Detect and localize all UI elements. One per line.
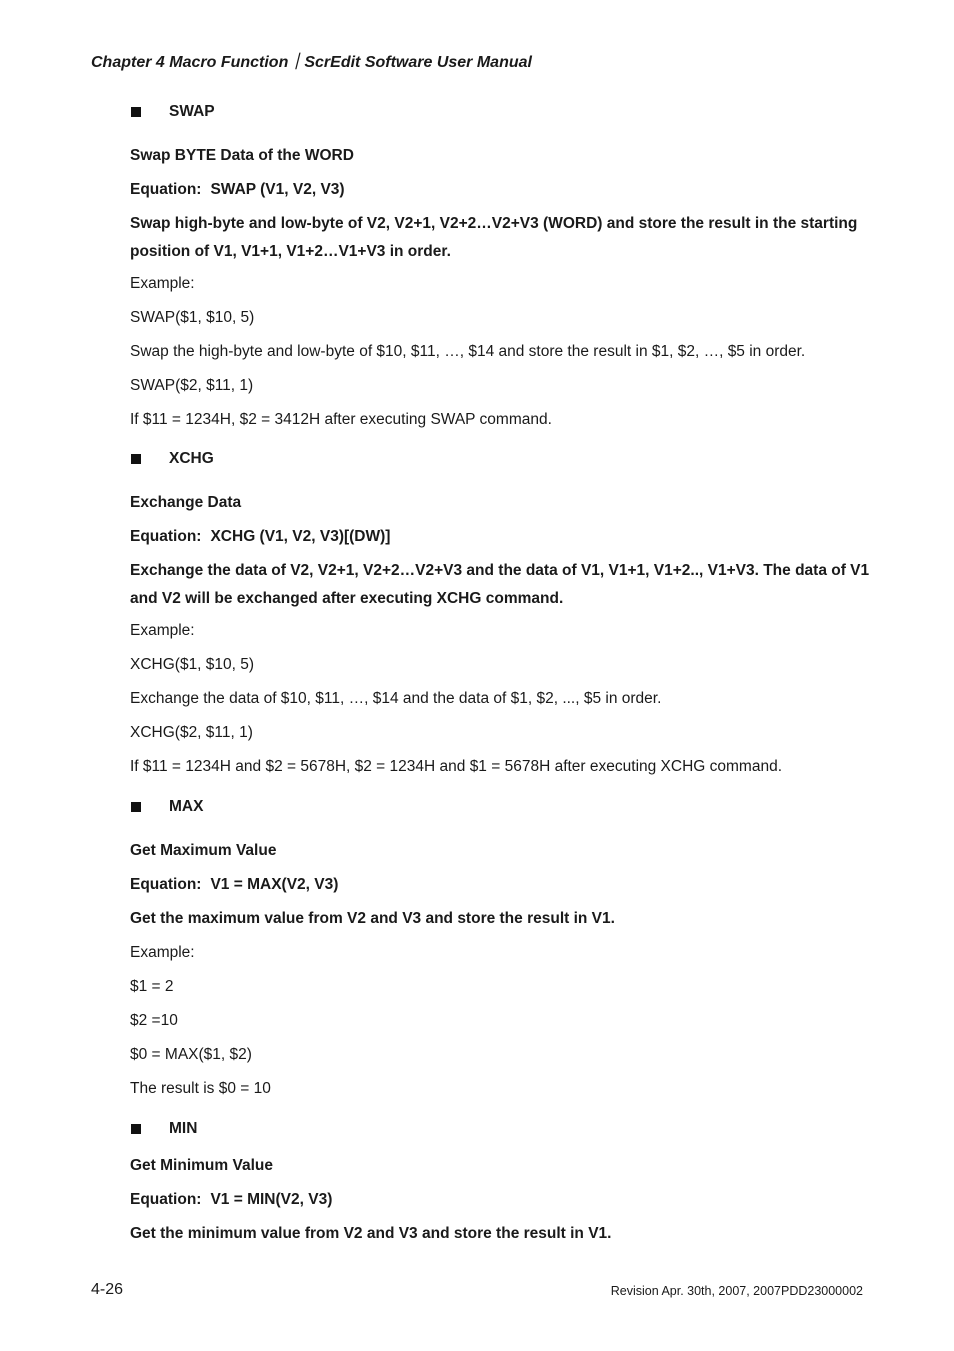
equation-value: V1 = MAX(V2, V3) <box>210 876 339 893</box>
example-line: $0 = MAX($1, $2) <box>130 1046 252 1063</box>
revision-info: Revision Apr. 30th, 2007, 2007PDD23000002 <box>610 1284 863 1298</box>
section-heading-max <box>130 797 870 817</box>
section-subtitle: Get Maximum Value <box>130 842 277 859</box>
example-line: $2 =10 <box>130 1012 178 1029</box>
example-line: Example: <box>130 275 195 292</box>
section-description: Swap high-byte and low-byte of V2, V2+1, V2+2…V2+V3 (WORD) and store the result in the starting position of V1, V1+1, V1+2…V1+V3 in order. <box>130 215 858 260</box>
page-content <box>130 102 870 1258</box>
square-bullet-icon <box>131 454 141 464</box>
square-bullet-icon <box>131 1124 141 1134</box>
example-line: XCHG($2, $11, 1) <box>130 724 253 741</box>
section-name: SWAP <box>169 103 215 120</box>
equation <box>130 527 870 547</box>
equation-label: Equation: <box>130 1191 202 1208</box>
example-line: XCHG($1, $10, 5) <box>130 656 255 673</box>
section-description: Exchange the data of V2, V2+1, V2+2…V2+V3 and the data of V1, V1+1, V1+2.., V1+V3. The data of V1 and V2 will be exchanged after executing XCHG command. <box>130 562 870 607</box>
example-line: The result is $0 = 10 <box>130 1080 271 1097</box>
section-description: Get the minimum value from V2 and V3 and store the result in V1. <box>130 1225 612 1242</box>
equation-label: Equation: <box>130 528 202 545</box>
section-heading-swap <box>130 102 870 122</box>
section-name: XCHG <box>169 450 214 467</box>
section-heading-xchg <box>130 449 870 469</box>
equation <box>130 875 870 895</box>
example-line: If $11 = 1234H and $2 = 5678H, $2 = 1234H and $1 = 5678H after executing XCHG command. <box>130 758 783 775</box>
example-line: Exchange the data of $10, $11, …, $14 and the data of $1, $2, ..., $5 in order. <box>130 690 662 707</box>
equation-label: Equation: <box>130 876 202 893</box>
section-subtitle: Swap BYTE Data of the WORD <box>130 147 354 164</box>
section-subtitle: Exchange Data <box>130 494 242 511</box>
equation <box>130 180 870 200</box>
equation-value: SWAP (V1, V2, V3) <box>210 181 345 198</box>
example-line: SWAP($1, $10, 5) <box>130 309 255 326</box>
example-line: Swap the high-byte and low-byte of $10, $11, …, $14 and store the result in $1, $2, …, $5 in order. <box>130 343 806 360</box>
equation <box>130 1190 870 1210</box>
section-name: MAX <box>169 798 204 815</box>
example-line: Example: <box>130 944 195 961</box>
equation-value: V1 = MIN(V2, V3) <box>210 1191 333 1208</box>
example-line: $1 = 2 <box>130 978 174 995</box>
page-number: 4-26 <box>91 1281 124 1298</box>
square-bullet-icon <box>131 802 141 812</box>
section-heading-min <box>130 1119 870 1139</box>
example-line: Example: <box>130 622 195 639</box>
example-line: SWAP($2, $11, 1) <box>130 377 254 394</box>
square-bullet-icon <box>131 107 141 117</box>
equation-label: Equation: <box>130 181 202 198</box>
example-line: If $11 = 1234H, $2 = 3412H after executing SWAP command. <box>130 411 552 428</box>
page-header: Chapter 4 Macro Function｜ScrEdit Software User Manual <box>91 54 532 71</box>
section-subtitle: Get Minimum Value <box>130 1157 273 1174</box>
section-description: Get the maximum value from V2 and V3 and store the result in V1. <box>130 910 615 927</box>
equation-value: XCHG (V1, V2, V3)[(DW)] <box>210 528 391 545</box>
section-name: MIN <box>169 1120 198 1137</box>
